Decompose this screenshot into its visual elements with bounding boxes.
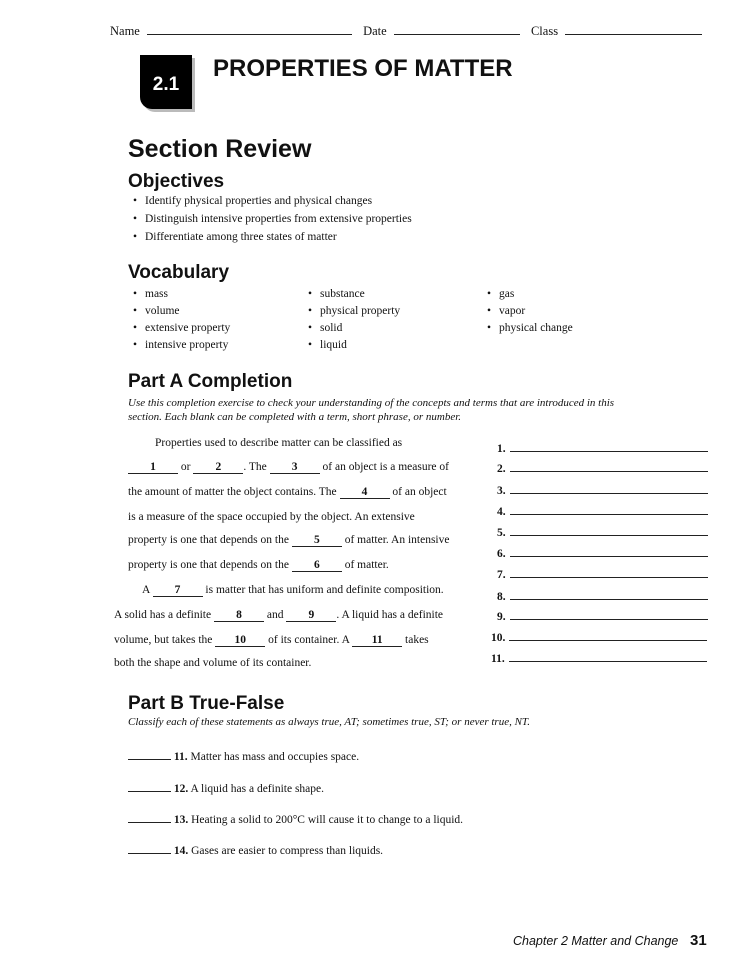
blank-6[interactable]: 6 (292, 559, 342, 572)
vocab-item: • extensive property (145, 322, 230, 334)
class-label: Class (530, 24, 559, 38)
answer-blank[interactable] (128, 747, 171, 760)
header (110, 22, 702, 39)
text: of an object is a measure of (322, 461, 449, 473)
paragraph-line: is a measure of the space occupied by the object. An extensive (128, 511, 415, 523)
part-b-heading: Part B True-False (128, 693, 285, 714)
text: of its container. A (268, 634, 350, 646)
answer-line[interactable] (497, 482, 708, 497)
footer-chapter: Chapter 2 Matter and Change (513, 934, 679, 948)
part-a-instructions: Use this completion exercise to check your understanding of the concepts and terms that are introduced in this (128, 397, 615, 409)
answer-field[interactable] (509, 650, 707, 662)
item-text: Gases are easier to compress than liquids. (191, 845, 384, 857)
vocabulary-heading: Vocabulary (128, 262, 230, 283)
vocab-item: • physical property (320, 305, 400, 317)
vocab-item: • physical change (499, 322, 573, 334)
date-label: Date (363, 24, 387, 38)
true-false-item (128, 841, 383, 857)
item-text: Heating a solid to 200°C will cause it to change to a liquid. (191, 814, 464, 826)
answer-line[interactable] (497, 440, 708, 455)
true-false-item (128, 747, 359, 763)
answer-field[interactable] (510, 524, 708, 536)
paragraph-line: both the shape and volume of its container. (114, 657, 312, 669)
answer-number: 1. (497, 443, 506, 455)
item-number: 13. (173, 814, 189, 826)
answer-field[interactable] (510, 588, 708, 600)
answer-number: 10. (491, 632, 506, 644)
text: the amount of matter the object contains. The (128, 486, 337, 498)
blank-4[interactable]: 4 (340, 486, 390, 499)
vocab-item: • volume (145, 305, 180, 317)
answer-number: 4. (497, 506, 506, 518)
answer-field[interactable] (510, 608, 708, 620)
item-number: 12. (173, 783, 189, 795)
answer-field[interactable] (510, 566, 708, 578)
paragraph-line (114, 634, 429, 647)
vocab-item: • vapor (499, 305, 525, 317)
answer-number: 11. (491, 653, 505, 665)
answer-field[interactable] (510, 482, 708, 494)
text: of an object (392, 486, 447, 498)
answer-line[interactable] (491, 629, 707, 644)
page-title: PROPERTIES OF MATTER (213, 55, 513, 82)
paragraph-line (128, 559, 389, 572)
paragraph-line (128, 534, 449, 547)
answer-blank[interactable] (128, 810, 171, 823)
answer-line[interactable] (497, 524, 708, 539)
answer-field[interactable] (510, 503, 708, 515)
text: of matter. An intensive (344, 534, 450, 546)
item-number: 14. (173, 845, 189, 857)
answer-line[interactable] (497, 588, 708, 603)
answer-number: 5. (497, 527, 506, 539)
blank-5[interactable]: 5 (292, 534, 342, 547)
objective-item: • Differentiate among three states of matter (145, 231, 337, 243)
vocab-item: • liquid (320, 339, 347, 351)
item-number: 11. (173, 751, 188, 763)
answer-field[interactable] (510, 440, 708, 452)
blank-7[interactable]: 7 (153, 584, 203, 597)
objective-item: • Identify physical properties and physical changes (145, 195, 372, 207)
text: . A liquid has a definite (336, 609, 444, 621)
page-number: 31 (690, 932, 707, 949)
text: . The (243, 461, 267, 473)
item-text: Matter has mass and occupies space. (190, 751, 360, 763)
text: and (266, 609, 284, 621)
vocab-item: • mass (145, 288, 168, 300)
answer-blank[interactable] (128, 841, 171, 854)
text: of matter. (344, 559, 389, 571)
date-field[interactable] (394, 22, 520, 35)
answer-number: 6. (497, 548, 506, 560)
answer-field[interactable] (510, 460, 708, 472)
name-label: Name (110, 24, 140, 38)
blank-10[interactable]: 10 (215, 634, 265, 647)
objective-item: • Distinguish intensive properties from extensive properties (145, 213, 412, 225)
vocab-item: • substance (320, 288, 365, 300)
answer-blank[interactable] (128, 779, 171, 792)
answer-line[interactable] (497, 503, 708, 518)
section-title: Section Review (128, 135, 312, 163)
paragraph-line: Properties used to describe matter can be classified as (155, 437, 403, 449)
text: A solid has a definite (114, 609, 212, 621)
item-text: A liquid has a definite shape. (190, 783, 324, 795)
objectives-heading: Objectives (128, 171, 225, 192)
vocab-item: • solid (320, 322, 342, 334)
part-a-instructions: section. Each blank can be completed with a term, short phrase, or number. (128, 411, 462, 423)
text: is matter that has uniform and definite composition. (205, 584, 444, 596)
answer-line[interactable] (497, 608, 708, 623)
answer-number: 3. (497, 485, 506, 497)
answer-number: 8. (497, 591, 506, 603)
blank-9[interactable]: 9 (286, 609, 336, 622)
answer-field[interactable] (510, 545, 708, 557)
text: property is one that depends on the (128, 559, 289, 571)
paragraph-line (128, 486, 447, 499)
true-false-item (128, 779, 324, 795)
text: volume, but takes the (114, 634, 213, 646)
answer-number: 9. (497, 611, 506, 623)
blank-3[interactable]: 3 (270, 461, 320, 474)
vocab-item: • intensive property (145, 339, 228, 351)
part-a-heading: Part A Completion (128, 371, 293, 392)
class-field[interactable] (565, 22, 702, 35)
section-badge: 2.1 (140, 55, 192, 109)
answer-line[interactable] (497, 460, 708, 475)
blank-1[interactable]: 1 (128, 461, 178, 474)
text: takes (405, 634, 429, 646)
vocab-item: • gas (499, 288, 514, 300)
text: or (180, 461, 191, 473)
answer-number: 2. (497, 463, 506, 475)
part-b-instructions: Classify each of these statements as always true, AT; sometimes true, ST; or never true, NT. (128, 716, 530, 728)
paragraph-line (114, 609, 443, 622)
answer-number: 7. (497, 569, 506, 581)
answer-field[interactable] (509, 629, 707, 641)
paragraph-line (142, 584, 444, 597)
blank-2[interactable]: 2 (193, 461, 243, 474)
answer-line[interactable] (491, 650, 707, 665)
text: A (142, 584, 150, 596)
true-false-item (128, 810, 463, 826)
answer-line[interactable] (497, 545, 708, 560)
answer-line[interactable] (497, 566, 708, 581)
name-field[interactable] (147, 22, 352, 35)
blank-8[interactable]: 8 (214, 609, 264, 622)
blank-11[interactable]: 11 (352, 634, 402, 647)
text: property is one that depends on the (128, 534, 289, 546)
paragraph-line (128, 461, 449, 474)
